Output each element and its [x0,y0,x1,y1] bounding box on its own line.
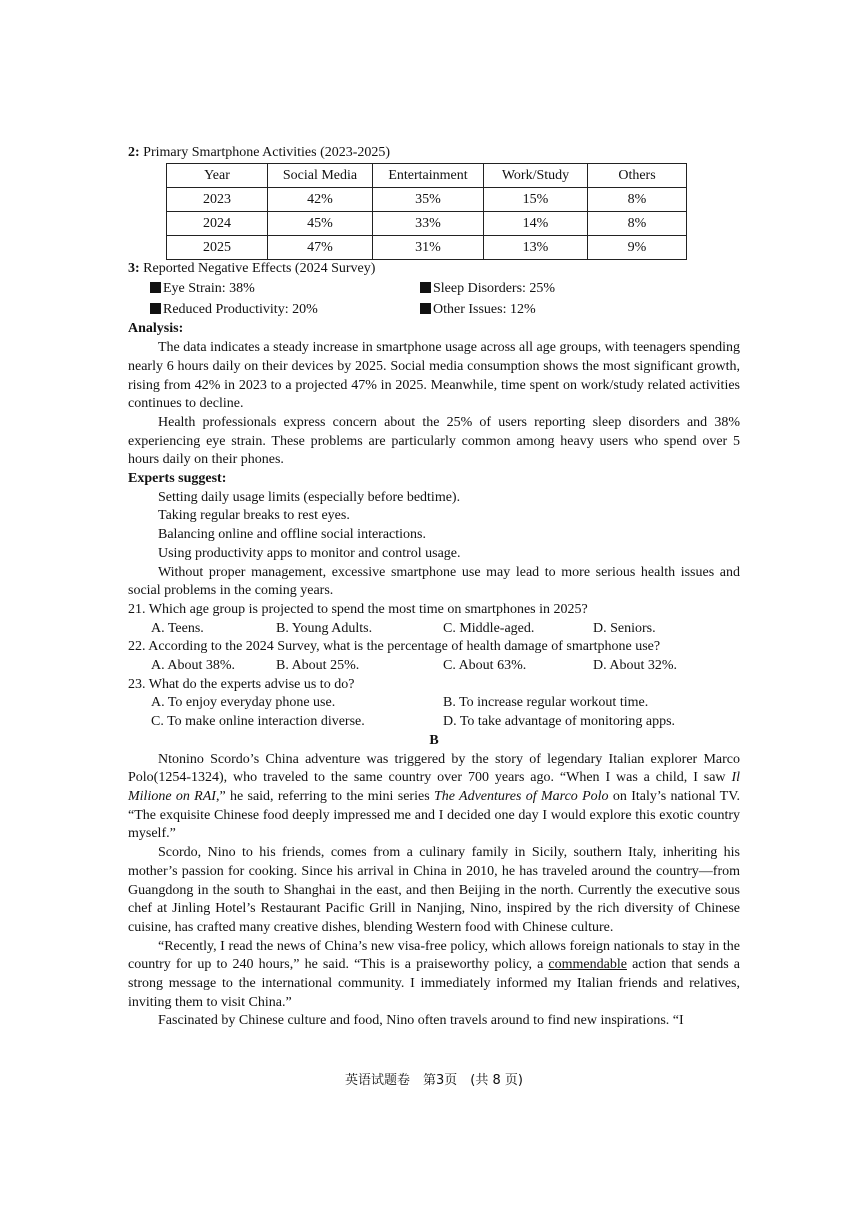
table-cell: 47% [268,235,373,259]
option: D. To take advantage of monitoring apps. [443,714,676,730]
activities-table [166,163,687,260]
experts-heading: Experts suggest: [128,471,227,487]
table-cell: 9% [588,235,687,259]
option: B. Young Adults. [276,620,373,636]
expert-item: Balancing online and offline social interactions. [158,527,426,543]
passage-text: Ntonino Scordo’s China adventure was triggered by the story of legendary Italian explorer Marco Polo(1254-1324), who traveled to the same country over 700 years ago. “When I was a child, I saw [128,751,740,786]
table-cell: 2025 [167,235,268,259]
passage-text: ,” he said, referring to the mini series [215,788,434,804]
table-header-cell: Entertainment [373,163,484,187]
table-header-cell: Work/Study [484,163,588,187]
table-section-title [128,144,740,163]
option: C. Middle-aged. [443,620,535,636]
question-22 [128,638,740,675]
table-cell: 8% [588,187,687,211]
table-cell: 42% [268,187,373,211]
analysis-heading: Analysis: [128,321,184,337]
effect-item [420,278,690,299]
expert-item: Setting daily usage limits (especially before bedtime). [158,489,461,505]
table-cell: 2024 [167,211,268,235]
section-b-label: B [429,732,439,748]
passage-paragraph [128,938,740,1013]
option: A. About 38%. [151,658,235,674]
question-options [151,620,740,639]
square-bullet-icon [420,282,431,293]
option: D. Seniors. [593,620,656,636]
page-content [128,144,740,1031]
question-stem: 23. What do the experts advise us to do? [128,676,355,692]
effects-section-label: Reported Negative Effects (2024 Survey) [143,260,376,276]
square-bullet-icon [150,303,161,314]
effects-list [150,278,740,320]
table-cell: 15% [484,187,588,211]
effects-section-title [128,260,740,279]
passage-paragraph: Fascinated by Chinese culture and food, Nino often travels around to find new inspirations. “I [158,1013,684,1029]
option: A. Teens. [151,620,204,636]
option: C. To make online interaction diverse. [151,714,365,730]
passage-paragraph [128,751,740,845]
analysis-paragraph: The data indicates a steady increase in smartphone usage across all age groups, with teenagers spending nearly 6 hours daily on their devices by 2025. Social media consumption shows the most significant growth, rising from 42% in 2023 to a projected 47% in 2025. Meanwhile, time spent on work/study related activities continues to decline. [128,340,740,412]
question-options [151,694,740,731]
square-bullet-icon [420,303,431,314]
option: B. About 25%. [276,658,360,674]
table-header-row [167,163,687,187]
experts-closing: Without proper management, excessive smartphone use may lead to more serious health issues and social problems in the coming years. [128,564,740,599]
option: D. About 32%. [593,658,677,674]
square-bullet-icon [150,282,161,293]
effect-text: Sleep Disorders: 25% [433,281,556,297]
table-header-cell: Others [588,163,687,187]
table-row [167,211,687,235]
passage-text: on Italy’s national TV. “The exquisite Chinese food deeply impressed me and I decided one day I would explore this exotic country myself.” [128,788,741,842]
table-cell: 33% [373,211,484,235]
effect-item [420,299,690,320]
table-row [167,235,687,259]
option: B. To increase regular workout time. [443,695,649,711]
question-stem: 21. Which age group is projected to spend the most time on smartphones in 2025? [128,601,588,617]
effect-text: Reduced Productivity: 20% [163,302,318,318]
question-21 [128,601,740,638]
underlined-word: commendable [548,957,627,973]
table-header-cell: Year [167,163,268,187]
effect-text: Eye Strain: 38% [163,281,255,297]
option: C. About 63%. [443,658,527,674]
passage-text: action that sends a strong message to the international community. I immediately informed my Italian friends and relatives, inviting them to visit China.” [128,957,740,1010]
table-cell: 13% [484,235,588,259]
page-footer: 英语试题卷 第3页 (共 8 页) [345,1073,523,1088]
analysis-paragraph: Health professionals express concern about the 25% of users reporting sleep disorders and 38% experiencing eye strain. These problems are particularly common among heavy users who spend over 5 hours daily on their phones. [128,414,740,468]
table-cell: 31% [373,235,484,259]
table-row [167,187,687,211]
question-23 [128,676,740,732]
passage-italic: Il Milione on RAI [128,770,740,804]
table-cell: 14% [484,211,588,235]
question-stem: 22. According to the 2024 Survey, what is the percentage of health damage of smartphone use? [128,639,661,655]
table-cell: 45% [268,211,373,235]
passage-paragraph: Scordo, Nino to his friends, comes from a culinary family in Sicily, southern Italy, inheriting his mother’s passion for cooking. Since his arrival in China in 2010, he has traveled around the country—from Guangdong in the south to Shanghai in the east, and then Beijing in the north. Currently the executive sous chef at Jinling Hotel’s Restaurant Pacific Grill in Nanjing, Nino, inspired by the rich diversity of Chinese cuisine, has crafted many creative dishes, blending Western food with Chinese culture. [128,845,740,935]
effects-section-number: 3: [128,260,140,276]
option: A. To enjoy everyday phone use. [151,695,336,711]
table-cell: 8% [588,211,687,235]
effect-item [150,299,420,320]
table-cell: 2023 [167,187,268,211]
table-section-label: Primary Smartphone Activities (2023-2025) [143,145,391,160]
passage-italic: The Adventures of Marco Polo [433,788,609,804]
table-section-number: 2: [128,145,140,160]
expert-item: Taking regular breaks to rest eyes. [158,508,350,524]
table-cell: 35% [373,187,484,211]
expert-item: Using productivity apps to monitor and control usage. [158,545,461,561]
question-options [151,657,740,676]
passage-text: “Recently, I read the news of China’s new visa-free policy, which allows foreign nationals to stay in the country for up to 240 hours,” he said. “This is a praiseworthy policy, a [128,938,740,973]
table-header-cell: Social Media [268,163,373,187]
experts-list [128,489,740,564]
effect-text: Other Issues: 12% [433,302,536,318]
effect-item [150,278,420,299]
